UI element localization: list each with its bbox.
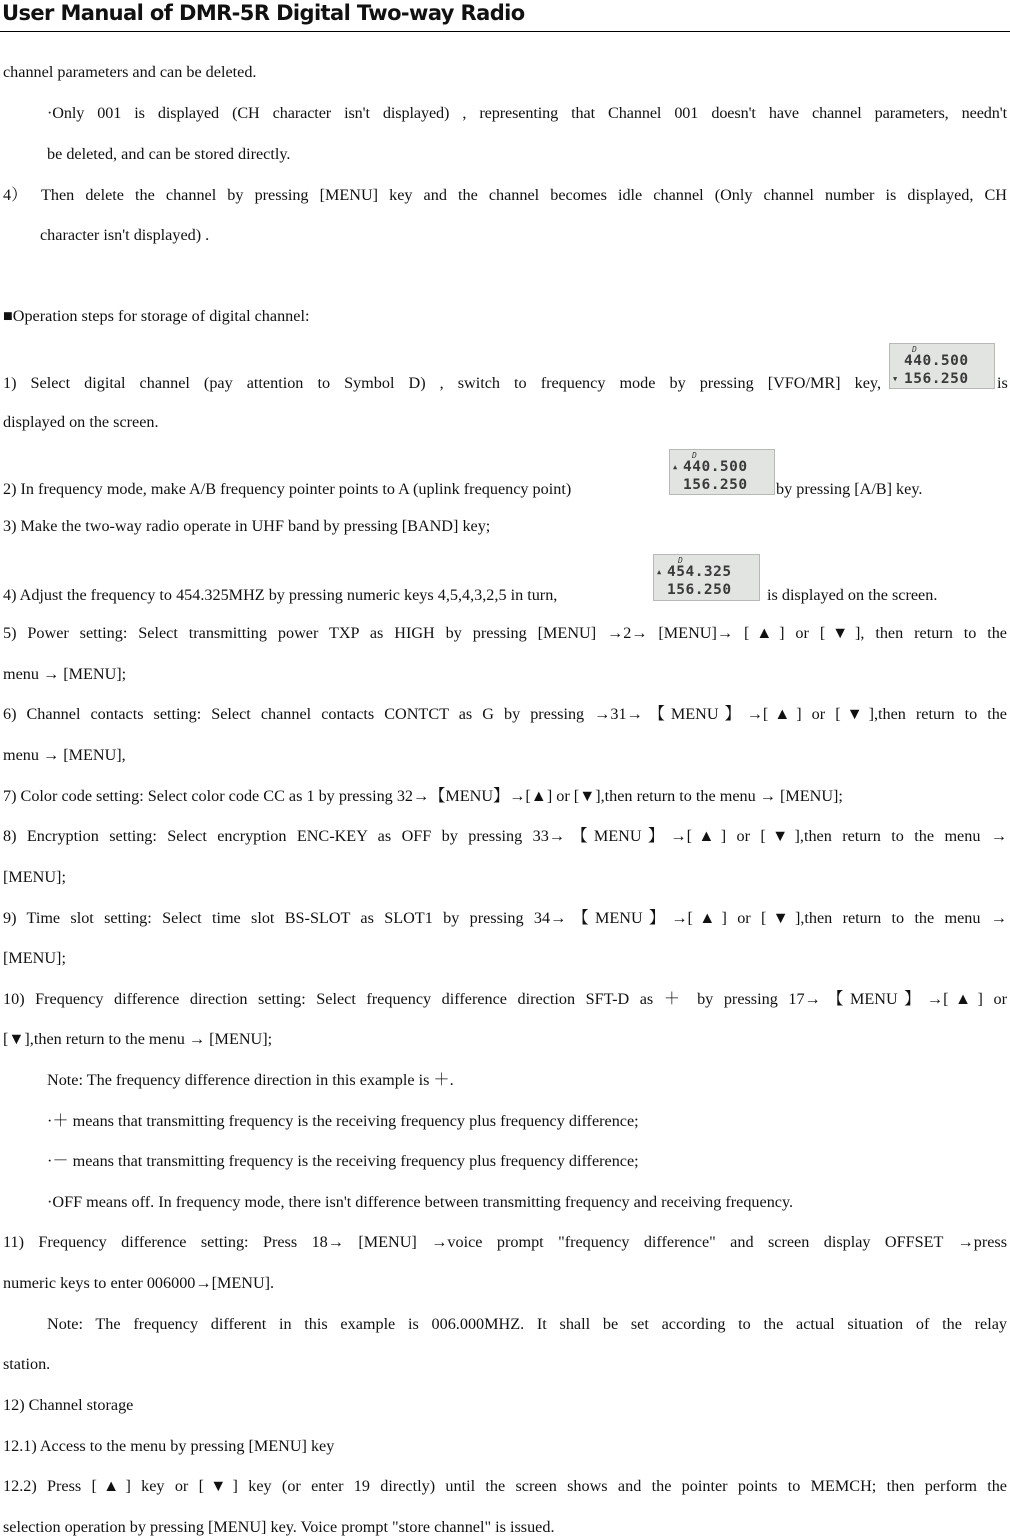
- text-line: 10) Frequency difference direction setting: Select frequency difference direction SFT-D as ＋ by pressing 17→【MENU】→[▲] or: [3, 990, 1007, 1008]
- page-header-title: User Manual of DMR-5R Digital Two-way Radio: [2, 1, 525, 25]
- text-line: 4) Adjust the frequency to 454.325MHZ by pressing numeric keys 4,5,4,3,2,5 in turn,: [3, 586, 558, 604]
- lcd-display-image: [653, 554, 760, 601]
- text-line: ·Only 001 is displayed (CH character isn't displayed) , representing that Channel 001 doesn't have channel parameters, needn't: [47, 104, 1007, 122]
- text-line: ·－ means that transmitting frequency is the receiving frequency plus frequency difference;: [47, 1152, 639, 1170]
- page-header: [0, 0, 1010, 32]
- text-fragment: by pressing [A/B] key.: [776, 480, 923, 498]
- lcd-display-image: [669, 449, 775, 495]
- text-line: channel parameters and can be deleted.: [3, 63, 257, 81]
- text-line: be deleted, and can be stored directly.: [47, 145, 291, 163]
- text-line: numeric keys to enter 006000→[MENU].: [3, 1274, 275, 1292]
- pointer-icon: ▼: [893, 375, 898, 383]
- pointer-icon: ▲: [657, 568, 662, 576]
- list-number: 4）: [3, 186, 28, 204]
- text-line: 9) Time slot setting: Select time slot BS-SLOT as SLOT1 by pressing 34→【MENU】→[▲] or [▼],then return to the menu →: [3, 909, 1007, 927]
- note-line: Note: The frequency different in this example is 006.000MHZ. It shall be set according to the actual situation of the relay: [47, 1315, 1007, 1333]
- text-line: 7) Color code setting: Select color code CC as 1 by pressing 32→【MENU】→[▲] or [▼],then return to the menu → [MENU];: [3, 787, 843, 805]
- text-line: selection operation by pressing [MENU] key. Voice prompt "store channel" is issued.: [3, 1518, 555, 1536]
- pointer-icon: ▲: [673, 463, 678, 471]
- text-line: 3) Make the two-way radio operate in UHF band by pressing [BAND] key;: [3, 517, 491, 535]
- lcd-frequency-b: 156.250: [667, 582, 732, 598]
- text-fragment: is displayed on the screen.: [767, 586, 938, 604]
- note-line: Note: The frequency difference direction in this example is ＋.: [47, 1071, 454, 1089]
- text-line: character isn't displayed) .: [40, 226, 210, 244]
- text-line: ·＋ means that transmitting frequency is the receiving frequency plus frequency difference;: [47, 1112, 639, 1130]
- text-line: displayed on the screen.: [3, 413, 159, 431]
- lcd-frequency-a: 440.500: [904, 353, 969, 369]
- text-line: menu → [MENU];: [3, 665, 127, 683]
- lcd-frequency-b: 156.250: [683, 477, 748, 493]
- section-heading: ■Operation steps for storage of digital channel:: [3, 307, 310, 325]
- digital-symbol: D: [678, 556, 683, 565]
- text-line: 12) Channel storage: [3, 1396, 134, 1414]
- text-line: 1) Select digital channel (pay attention to Symbol D) , switch to frequency mode by pressing [VFO/MR] key,: [3, 374, 881, 392]
- text-line: 5) Power setting: Select transmitting power TXP as HIGH by pressing [MENU] →2→ [MENU]→ [▲] or [▼], then return to the: [3, 624, 1007, 642]
- text-line: Then delete the channel by pressing [MENU] key and the channel becomes idle channel (Only channel number is displayed, CH: [41, 186, 1007, 204]
- lcd-display-image: [889, 343, 995, 389]
- text-line: 6) Channel contacts setting: Select channel contacts CONTCT as G by pressing →31→【MENU】→[▲] or [▼],then return to the: [3, 705, 1007, 723]
- lcd-frequency-b: 156.250: [904, 371, 969, 387]
- text-line: 11) Frequency difference setting: Press 18→ [MENU] →voice prompt "frequency difference" and screen display OFFSET →press: [3, 1233, 1007, 1251]
- text-line: menu → [MENU],: [3, 746, 126, 764]
- lcd-frequency-a: 440.500: [683, 459, 748, 475]
- text-line: 2) In frequency mode, make A/B frequency pointer points to A (uplink frequency point): [3, 480, 572, 498]
- text-line: 8) Encryption setting: Select encryption ENC-KEY as OFF by pressing 33→【MENU】→[▲] or [▼],then return to the menu →: [3, 827, 1007, 845]
- text-fragment: is: [997, 374, 1008, 392]
- text-line: [▼],then return to the menu → [MENU];: [3, 1030, 273, 1048]
- text-line: station.: [3, 1355, 51, 1373]
- lcd-frequency-a: 454.325: [667, 564, 732, 580]
- text-line: 12.1) Access to the menu by pressing [MENU] key: [3, 1437, 335, 1455]
- digital-symbol: D: [692, 451, 697, 460]
- text-line: ·OFF means off. In frequency mode, there isn't difference between transmitting frequency and receiving frequency.: [47, 1193, 794, 1211]
- text-line: [MENU];: [3, 949, 66, 967]
- text-line: 12.2) Press [▲] key or [▼] key (or enter 19 directly) until the screen shows and the pointer points to MEMCH; then perform the: [3, 1477, 1007, 1495]
- digital-symbol: D: [912, 345, 917, 354]
- text-line: [MENU];: [3, 868, 66, 886]
